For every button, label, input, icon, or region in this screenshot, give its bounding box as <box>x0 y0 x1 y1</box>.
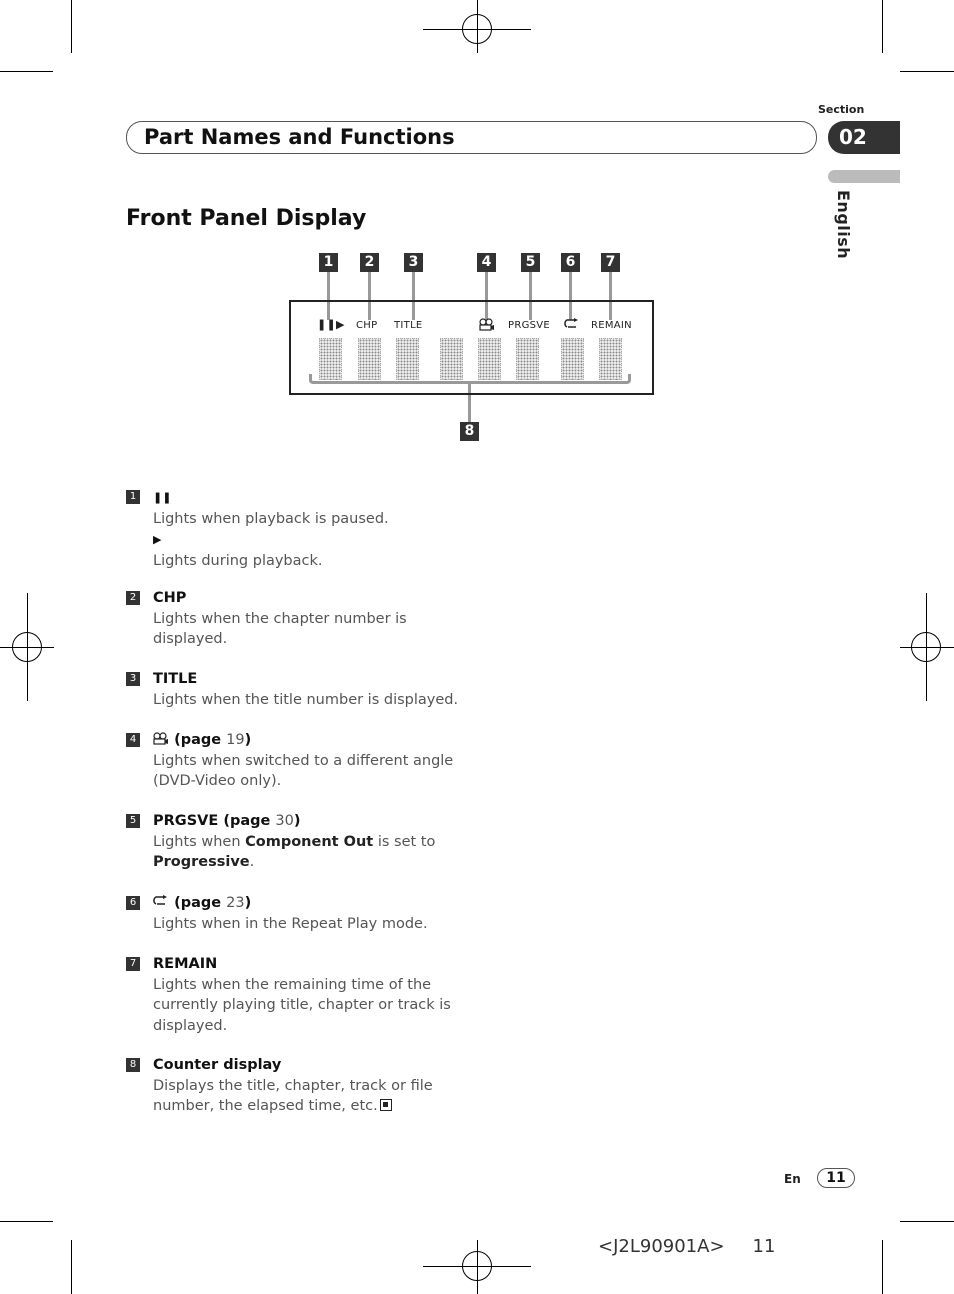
callout-5: 5 <box>521 253 540 272</box>
pause-symbol: ❚❚ <box>153 491 172 504</box>
chp-indicator: CHP <box>356 320 378 331</box>
title-indicator: TITLE <box>394 320 423 331</box>
callout-4: 4 <box>477 253 496 272</box>
callout-1: 1 <box>319 253 338 272</box>
document-code <box>598 1236 775 1257</box>
item-description: Lights when the remaining time of the currently playing title, chapter or track is displayed. <box>153 976 451 1034</box>
chapter-title: Part Names and Functions <box>126 121 817 154</box>
counter-bracket <box>309 374 631 384</box>
display-panel <box>289 300 654 395</box>
item-description: . <box>249 854 255 870</box>
callout-6: 6 <box>561 253 580 272</box>
item-number: 1 <box>126 490 140 504</box>
callout-7: 7 <box>601 253 620 272</box>
item-number: 7 <box>126 957 140 971</box>
item-title: PRGSVE <box>153 813 219 829</box>
item-title: CHP <box>153 590 187 606</box>
setting-value: Progressive <box>153 854 250 870</box>
document-code-text: <J2L90901A> <box>598 1236 725 1257</box>
angle-icon <box>153 732 169 748</box>
crop-mark <box>882 0 883 53</box>
play-symbol: ▶ <box>153 533 162 546</box>
page-ref-number[interactable]: 19 <box>226 732 245 748</box>
page-ref-close: ) <box>244 732 252 748</box>
item-description: Displays the title, chapter, track or file number, the elapsed time, etc. <box>153 1077 433 1114</box>
item-number: 4 <box>126 733 140 747</box>
page-heading: Front Panel Display <box>126 206 367 231</box>
language-tab <box>828 170 900 183</box>
item-description: Lights when playback is paused. <box>153 510 389 527</box>
crop-mark <box>900 1221 954 1222</box>
crop-mark <box>0 1221 53 1222</box>
footer-language: En <box>784 1172 801 1186</box>
crop-mark <box>71 0 72 53</box>
crop-mark <box>882 1240 883 1294</box>
registration-circle <box>12 632 42 662</box>
front-panel-diagram <box>280 248 660 448</box>
item-title: REMAIN <box>153 956 218 972</box>
item-number: 2 <box>126 591 140 605</box>
language-label: English <box>834 190 853 260</box>
page-number-alt: 11 <box>752 1236 776 1257</box>
page-number: 11 <box>817 1168 855 1188</box>
repeat-indicator-icon <box>564 318 580 333</box>
pause-play-indicator: ❚❚▶ <box>317 318 345 331</box>
page-ref-word: (page <box>174 895 222 911</box>
callout-3: 3 <box>404 253 423 272</box>
registration-circle <box>911 632 941 662</box>
crop-mark <box>71 1240 72 1294</box>
item-number: 5 <box>126 814 140 828</box>
remain-indicator: REMAIN <box>591 320 632 331</box>
prgsve-indicator: PRGSVE <box>508 320 551 331</box>
setting-name: Component Out <box>245 833 374 850</box>
item-number: 3 <box>126 672 140 686</box>
item-description: is set to <box>377 833 436 850</box>
page-ref-number[interactable]: 30 <box>275 813 294 829</box>
callout-8: 8 <box>460 422 479 441</box>
section-number: 02 <box>828 121 900 154</box>
section-label: Section <box>818 103 865 116</box>
item-description: Lights when switched to a different angle (DVD-Video only). <box>153 752 454 789</box>
page-ref-number[interactable]: 23 <box>226 895 245 911</box>
item-description: Lights when <box>153 833 241 850</box>
page-ref-close: ) <box>244 895 252 911</box>
item-title: TITLE <box>153 671 198 687</box>
item-number: 8 <box>126 1058 140 1072</box>
item-number: 6 <box>126 896 140 910</box>
end-mark-icon <box>380 1099 392 1111</box>
angle-indicator-icon <box>479 318 495 334</box>
callout-2: 2 <box>360 253 379 272</box>
registration-circle <box>462 14 492 44</box>
registration-circle <box>462 1251 492 1281</box>
page-ref-word: (page <box>174 732 222 748</box>
repeat-icon <box>153 895 169 911</box>
item-description: Lights when the chapter number is displayed. <box>153 610 407 647</box>
item-title: Counter display <box>153 1057 282 1073</box>
crop-mark <box>0 71 53 72</box>
item-description: Lights when in the Repeat Play mode. <box>153 915 428 932</box>
page-ref-close: ) <box>293 813 301 829</box>
item-description: Lights when the title number is displayed. <box>153 691 459 708</box>
item-description: Lights during playback. <box>153 552 323 569</box>
page-ref-word: (page <box>223 813 271 829</box>
crop-mark <box>900 71 954 72</box>
